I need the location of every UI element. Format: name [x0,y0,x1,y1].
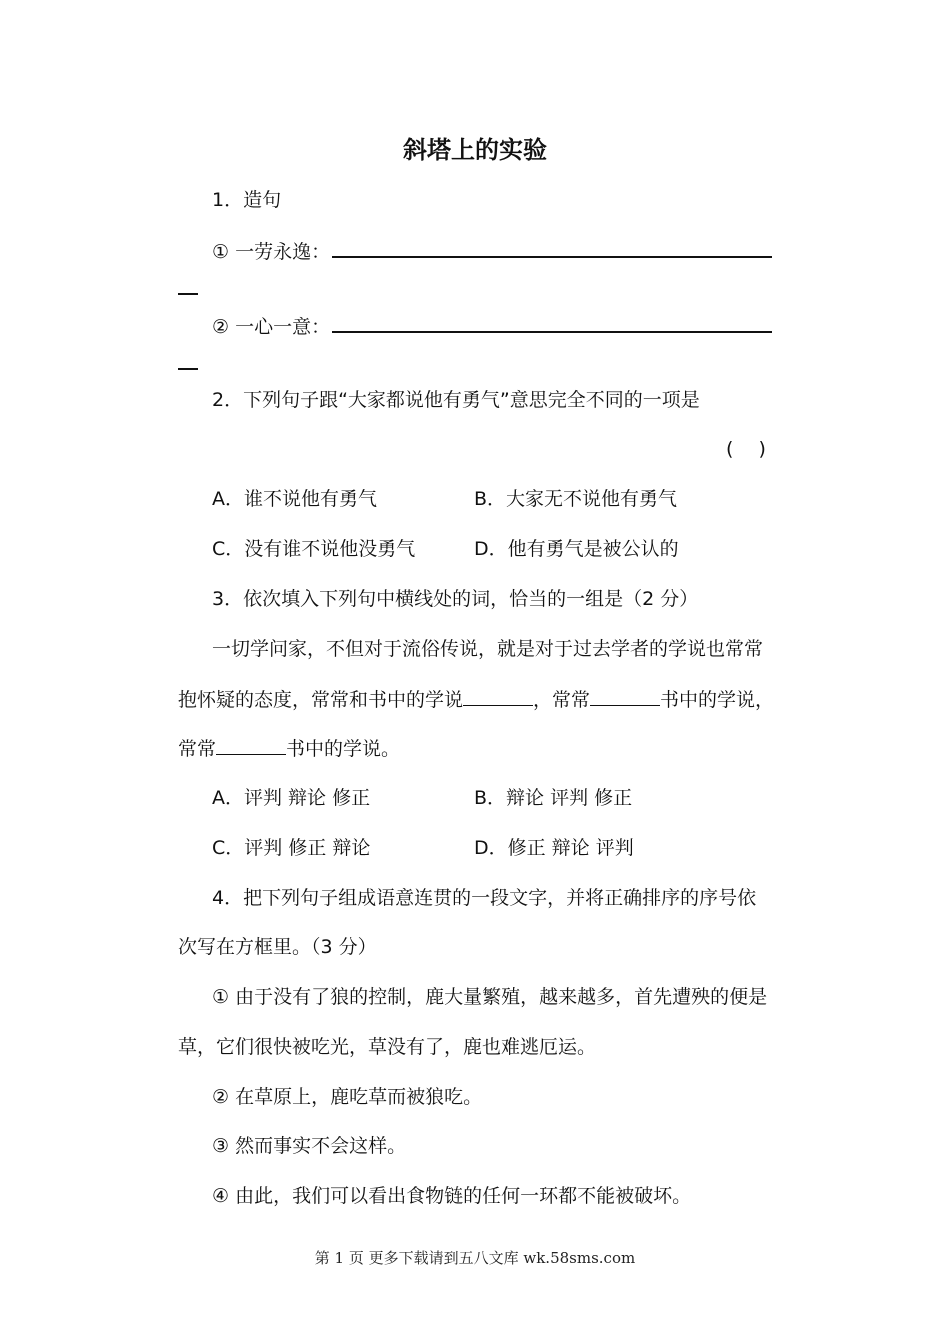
q3-blank-1 [463,687,533,706]
q3-passage-3a: 常常 [178,738,217,760]
q1-item-1-blank-continuation [178,293,198,295]
page-title: 斜塔上的实验 [403,136,547,164]
q3-passage-line-3 [178,736,400,761]
q4-stem-line-1: 4．把下列句子组成语意连贯的一段文字，并将正确排序的序号依 [212,887,757,909]
q2-answer-paren: ( ) [726,438,766,460]
q1-item-2 [212,313,772,339]
q3-option-d: D．修正 辩论 评判 [474,837,634,859]
q2-option-d: D．他有勇气是被公认的 [474,538,679,560]
q4-sentence-4: ④ 由此，我们可以看出食物链的任何一环都不能被破坏。 [212,1185,692,1207]
page-footer: 第 1 页 更多下载请到五八文库 wk.58sms.com [314,1249,636,1267]
q3-option-b: B．辩论 评判 修正 [474,787,633,809]
q4-sentence-1-line-1: ① 由于没有了狼的控制，鹿大量繁殖，越来越多，首先遭殃的便是 [212,986,768,1008]
q3-passage-2a: 抱怀疑的态度，常常和书中的学说 [178,689,464,711]
q4-sentence-2: ② 在草原上，鹿吃草而被狼吃。 [212,1086,483,1108]
q3-passage-2b: ，常常 [533,689,591,711]
q3-blank-3 [216,736,286,755]
q1-item-1-text: ① 一劳永逸： [212,241,331,263]
q2-option-b: B．大家无不说他有勇气 [474,488,678,510]
q1-item-2-text: ② 一心一意： [212,316,331,338]
q4-sentence-3: ③ 然而事实不会这样。 [212,1135,407,1157]
q3-stem: 3．依次填入下列句中横线处的词，恰当的一组是（2 分） [212,588,699,610]
q3-option-a: A．评判 辩论 修正 [212,787,371,809]
q4-stem-line-2: 次写在方框里。（3 分） [178,936,377,958]
q1-item-1-blank [332,238,772,258]
q2-option-c: C．没有谁不说他没勇气 [212,538,416,560]
q4-sentence-1-line-2: 草，它们很快被吃光，草没有了，鹿也难逃厄运。 [178,1036,597,1058]
q1-item-1 [212,238,772,264]
q3-passage-line-2 [178,687,774,712]
q3-passage-line-1: 一切学问家，不但对于流俗传说，就是对于过去学者的学说也常常 [212,638,764,660]
q1-item-2-blank [332,313,772,333]
q3-passage-2c: 书中的学说， [660,689,775,711]
q1-label: 1．造句 [212,189,282,211]
q1-item-2-blank-continuation [178,368,198,370]
q2-stem: 2．下列句子跟“大家都说他有勇气”意思完全不同的一项是 [212,389,700,411]
q3-passage-3b: 书中的学说。 [286,738,401,760]
q3-blank-2 [590,687,660,706]
q2-option-a: A．谁不说他有勇气 [212,488,377,510]
q3-option-c: C．评判 修正 辩论 [212,837,371,859]
